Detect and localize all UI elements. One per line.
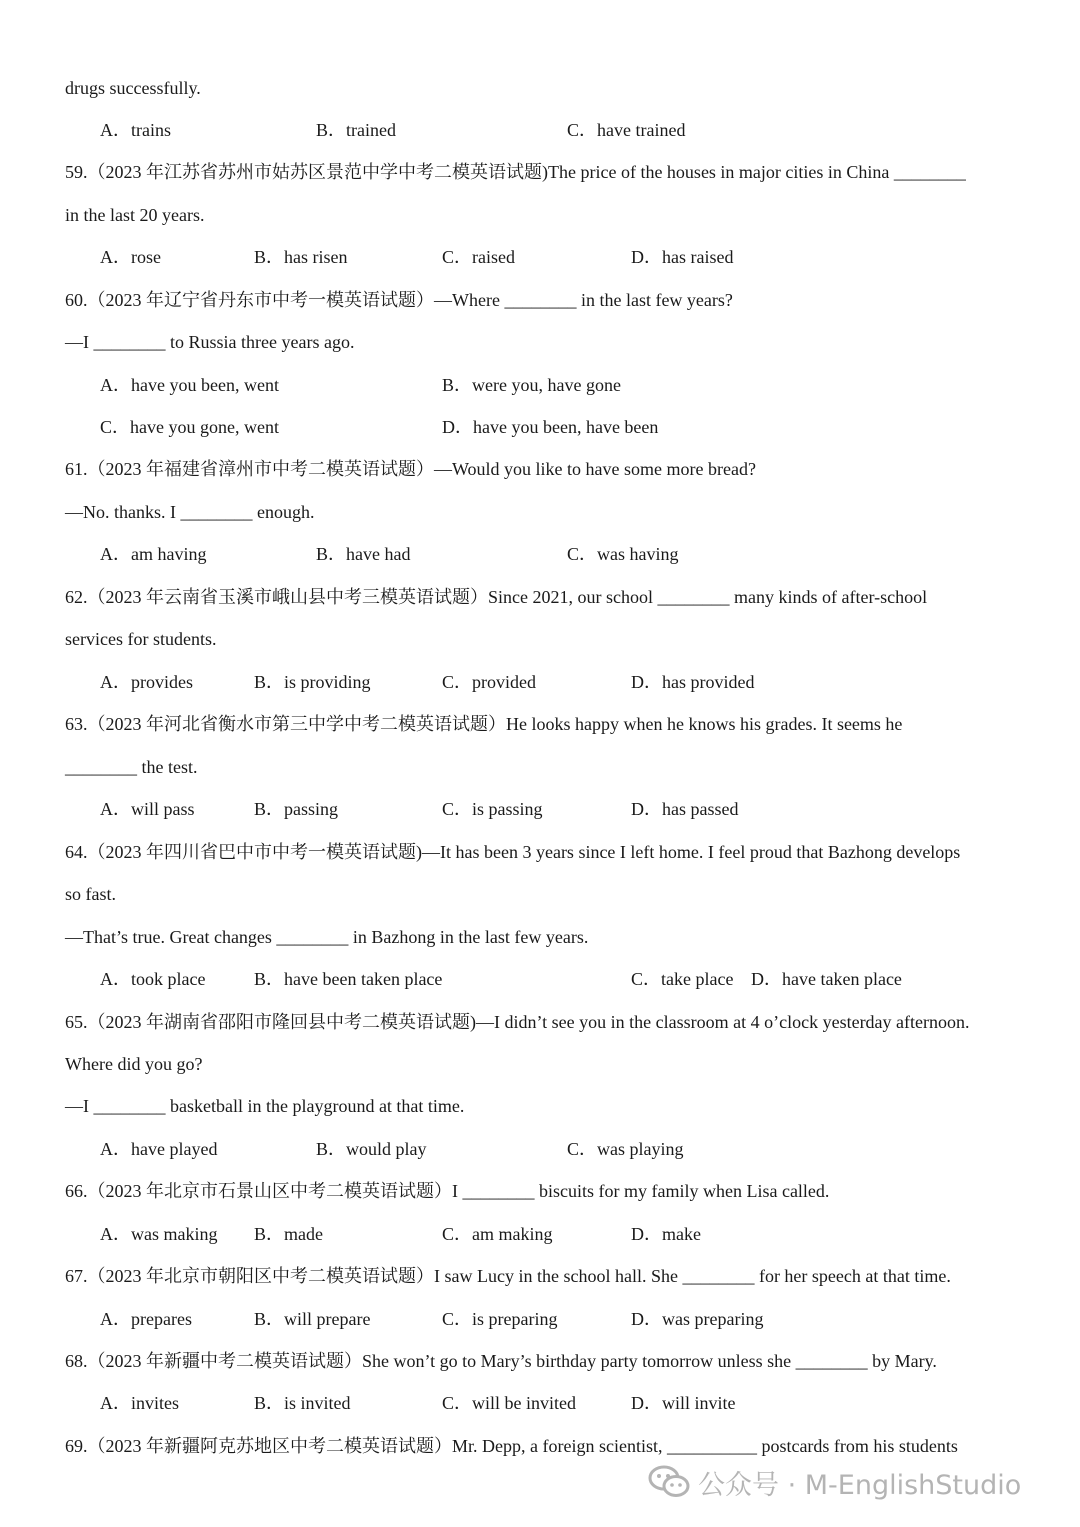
option-b: B．has risen — [254, 247, 348, 267]
option-d: D．have taken place — [751, 969, 902, 989]
text-line: in the last 20 years. — [65, 205, 205, 225]
option-d: D．will invite — [631, 1393, 736, 1413]
option-b: B．made — [254, 1224, 323, 1244]
text-line: —That’s true. Great changes ________ in Bazhong in the last few years. — [65, 927, 589, 947]
option-c: C．was having — [567, 544, 679, 564]
option-b: B．would play — [316, 1139, 427, 1159]
option-c: C．was playing — [567, 1139, 684, 1159]
text-line: so fast. — [65, 884, 116, 904]
question-60: 60.（2023 年辽宁省丹东市中考一模英语试题）—Where ________ in the last few years? — [65, 290, 733, 310]
watermark-text: 公众号 · M-EnglishStudio — [698, 1469, 1022, 1501]
option-a: A．provides — [100, 672, 193, 692]
option-b: B．is invited — [254, 1393, 351, 1413]
option-c: C．will be invited — [442, 1393, 576, 1413]
question-68: 68.（2023 年新疆中考二模英语试题）She won’t go to Mary’s birthday party tomorrow unless she ________ by Mary. — [65, 1351, 937, 1371]
question-64: 64.（2023 年四川省巴中市中考一模英语试题)—It has been 3 years since I left home. I feel proud that Bazhong develops — [65, 842, 961, 862]
text-line: drugs successfully. — [65, 78, 201, 98]
question-63: 63.（2023 年河北省衡水市第三中学中考二模英语试题）He looks happy when he knows his grades. It seems he — [65, 714, 903, 734]
question-59: 59.（2023 年江苏省苏州市姑苏区景范中学中考二模英语试题)The price of the houses in major cities in China ________ — [65, 162, 966, 182]
text-line: —No. thanks. I ________ enough. — [65, 502, 315, 522]
option-c: C．have trained — [567, 120, 686, 140]
option-a: A．was making — [100, 1224, 218, 1244]
question-61: 61.（2023 年福建省漳州市中考二模英语试题）—Would you like to have some more bread? — [65, 459, 756, 479]
option-a: A．trains — [100, 120, 171, 140]
option-b: B．passing — [254, 799, 339, 819]
option-b: B．have had — [316, 544, 411, 564]
question-69: 69.（2023 年新疆阿克苏地区中考二模英语试题）Mr. Depp, a foreign scientist, __________ postcards from his students — [65, 1436, 958, 1456]
option-a: A．am having — [100, 544, 207, 564]
text-line: —I ________ to Russia three years ago. — [65, 332, 355, 352]
option-a: A．have played — [100, 1139, 218, 1159]
option-a: A．rose — [100, 247, 161, 267]
option-c: C．provided — [442, 672, 536, 692]
wechat-icon — [648, 1464, 690, 1500]
option-a: A．invites — [100, 1393, 179, 1413]
option-b: B．were you, have gone — [442, 375, 621, 395]
option-b: B．trained — [316, 120, 396, 140]
option-a: A．took place — [100, 969, 206, 989]
option-c: C．am making — [442, 1224, 553, 1244]
question-65: 65.（2023 年湖南省邵阳市隆回县中考二模英语试题)—I didn’t see you in the classroom at 4 o’clock yesterday afternoon. — [65, 1012, 970, 1032]
question-62: 62.（2023 年云南省玉溪市峨山县中考三模英语试题）Since 2021, our school ________ many kinds of after-school — [65, 587, 928, 607]
option-d: D．has raised — [631, 247, 734, 267]
text-line: ________ the test. — [65, 757, 198, 777]
text-line: —I ________ basketball in the playground at that time. — [65, 1096, 465, 1116]
option-a: A．prepares — [100, 1309, 192, 1329]
option-b: B．is providing — [254, 672, 371, 692]
option-b: B．will prepare — [254, 1309, 371, 1329]
option-a: A．will pass — [100, 799, 195, 819]
option-d: D．have you been, have been — [442, 417, 659, 437]
text-line: services for students. — [65, 629, 217, 649]
option-b: B．have been taken place — [254, 969, 443, 989]
option-c: C．have you gone, went — [100, 417, 279, 437]
question-67: 67.（2023 年北京市朝阳区中考二模英语试题）I saw Lucy in the school hall. She ________ for her speech at that time. — [65, 1266, 951, 1286]
option-d: D．has provided — [631, 672, 755, 692]
option-a: A．have you been, went — [100, 375, 279, 395]
option-c: C．is passing — [442, 799, 543, 819]
option-c: C．take place — [631, 969, 734, 989]
option-d: D．has passed — [631, 799, 739, 819]
option-c: C．is preparing — [442, 1309, 558, 1329]
text-line: Where did you go? — [65, 1054, 203, 1074]
option-d: D．was preparing — [631, 1309, 764, 1329]
option-d: D．make — [631, 1224, 701, 1244]
question-66: 66.（2023 年北京市石景山区中考二模英语试题）I ________ biscuits for my family when Lisa called. — [65, 1181, 830, 1201]
watermark — [648, 1462, 1021, 1502]
option-c: C．raised — [442, 247, 515, 267]
